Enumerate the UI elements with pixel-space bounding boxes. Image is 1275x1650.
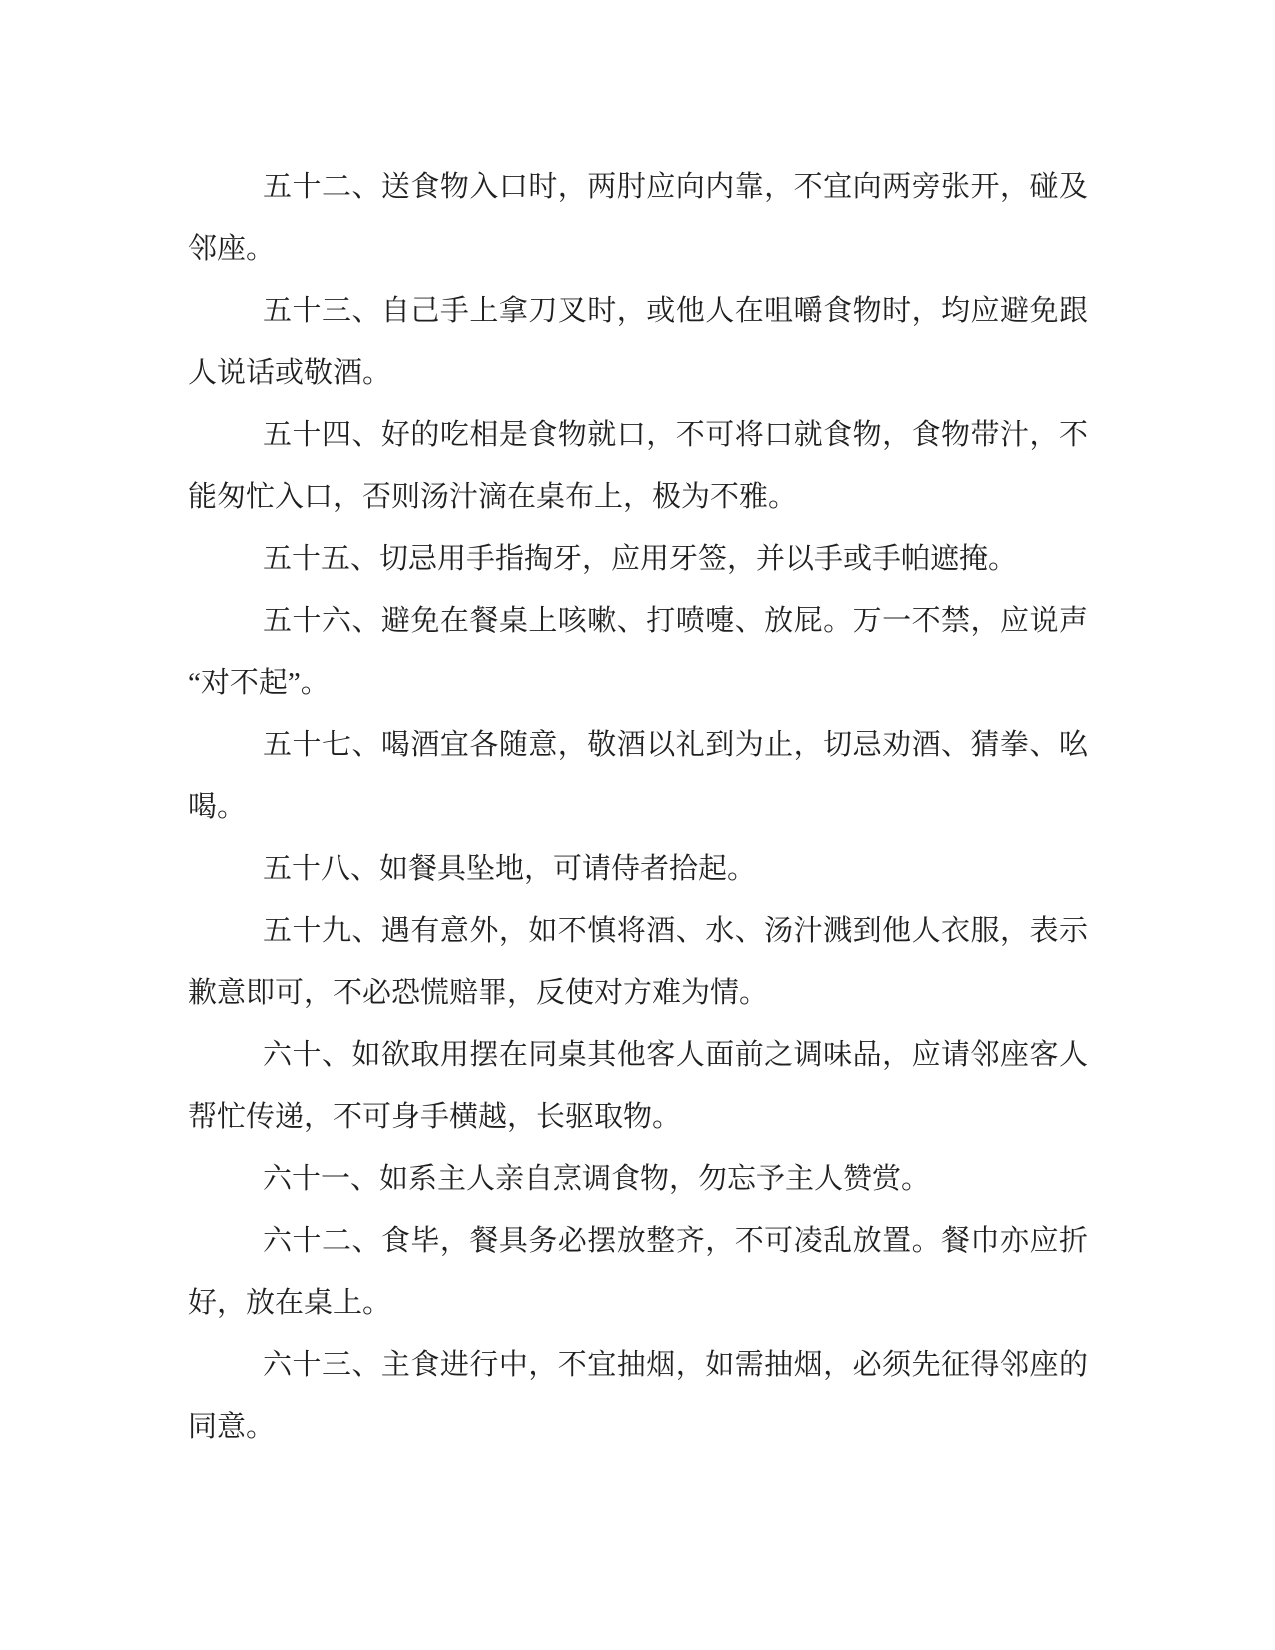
paragraph-rule-59: 五十九、遇有意外，如不慎将酒、水、汤汁溅到他人衣服，表示歉意即可，不必恐慌赔罪，反使对方难为情。 [188,915,1088,1009]
paragraph-rule-62: 六十二、食毕，餐具务必摆放整齐，不可凌乱放置。餐巾亦应折好，放在桌上。 [188,1225,1088,1319]
paragraph-rule-60: 六十、如欲取用摆在同桌其他客人面前之调味品，应请邻座客人帮忙传递，不可身手横越，长驱取物。 [188,1039,1088,1133]
paragraph-rule-53: 五十三、自己手上拿刀叉时，或他人在咀嚼食物时，均应避免跟人说话或敬酒。 [188,295,1088,389]
paragraph-rule-54: 五十四、好的吃相是食物就口，不可将口就食物，食物带汁，不能匆忙入口，否则汤汁滴在桌布上，极为不雅。 [188,419,1088,513]
paragraph-rule-61: 六十一、如系主人亲自烹调食物，勿忘予主人赞赏。 [263,1163,931,1195]
paragraph-rule-63: 六十三、主食进行中，不宜抽烟，如需抽烟，必须先征得邻座的同意。 [188,1349,1088,1443]
paragraph-rule-55: 五十五、切忌用手指掏牙，应用牙签，并以手或手帕遮掩。 [263,543,1018,575]
document-body [188,156,1088,1458]
paragraph-rule-52: 五十二、送食物入口时，两肘应向内靠，不宜向两旁张开，碰及邻座。 [188,171,1088,265]
paragraph-rule-56: 五十六、避免在餐桌上咳嗽、打喷嚏、放屁。万一不禁，应说声“对不起”。 [188,605,1088,699]
paragraph-rule-58: 五十八、如餐具坠地，可请侍者拾起。 [263,853,757,885]
paragraph-rule-57: 五十七、喝酒宜各随意，敬酒以礼到为止，切忌劝酒、猜拳、吆喝。 [188,729,1088,823]
